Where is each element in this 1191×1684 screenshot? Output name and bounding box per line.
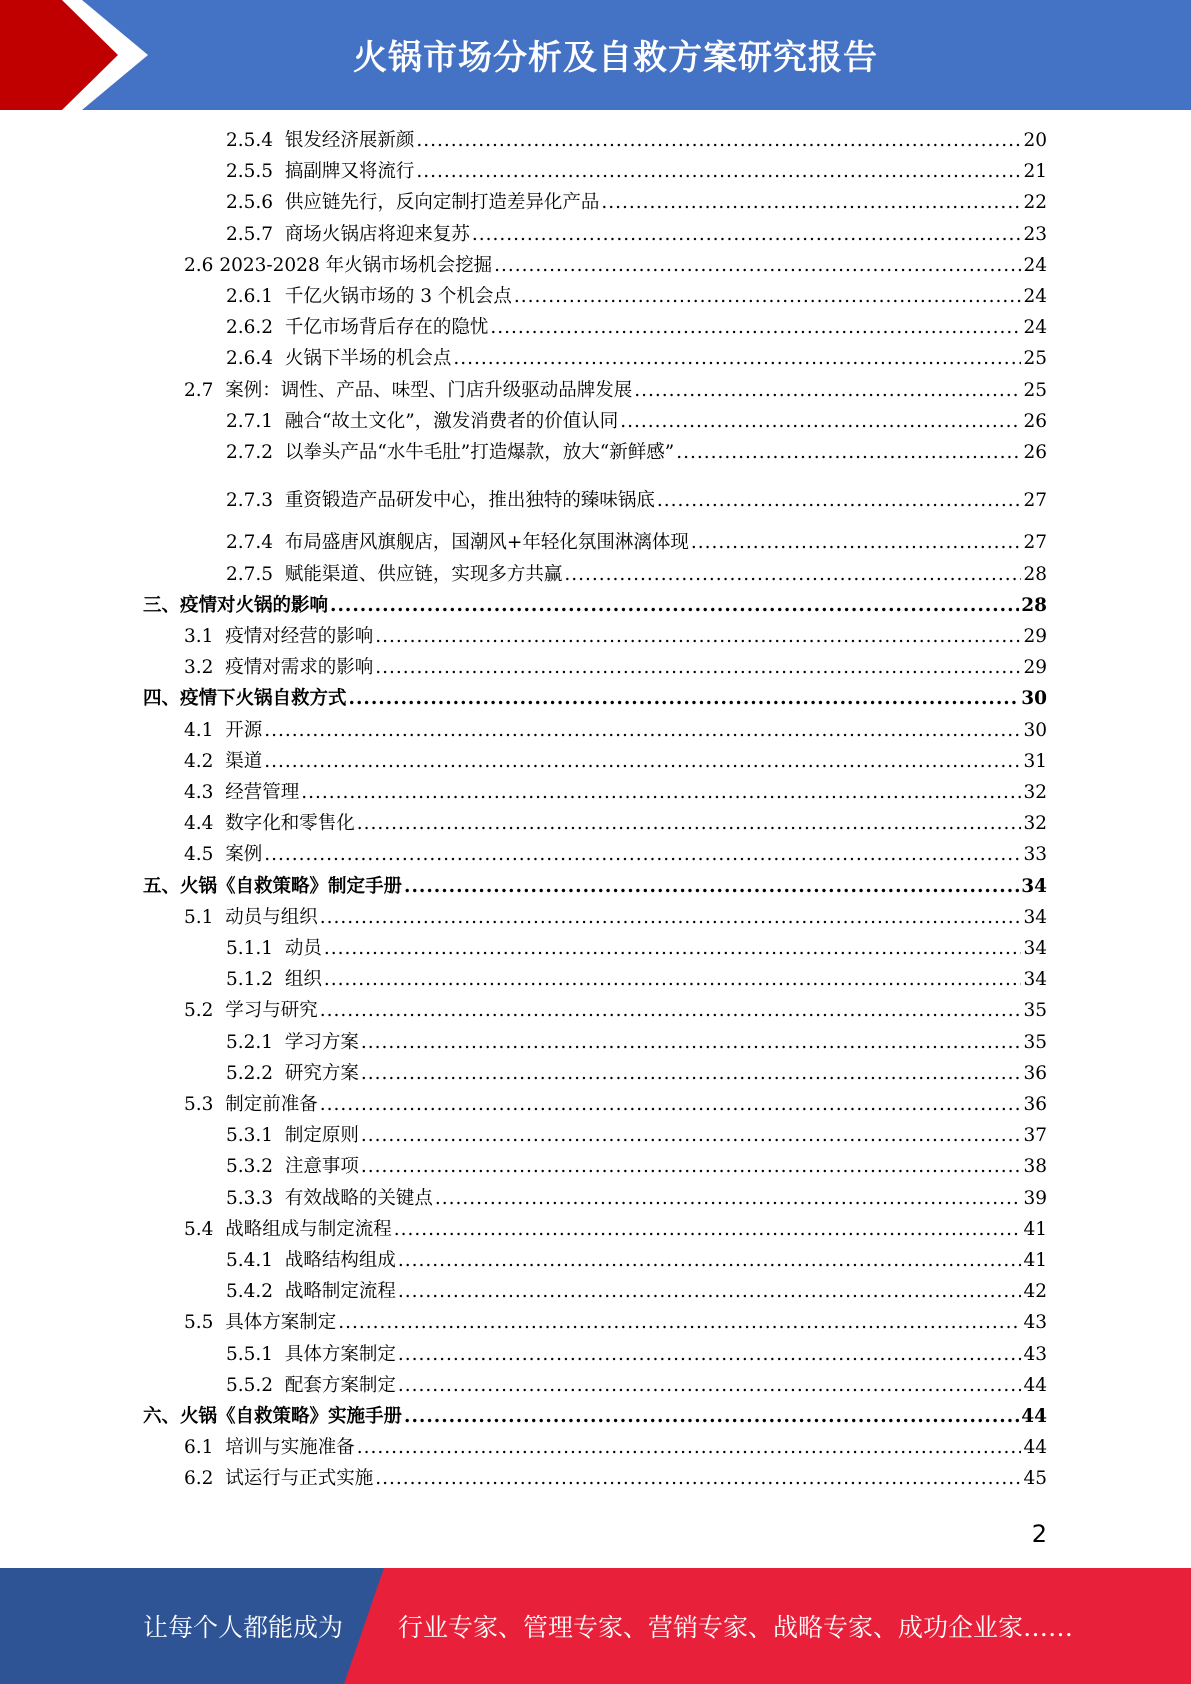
toc-leader-dots bbox=[601, 191, 1021, 215]
toc-entry-page: 26 bbox=[1023, 442, 1047, 463]
toc-entry-title: 具体方案制定 bbox=[225, 1312, 337, 1334]
toc-entry[interactable] bbox=[226, 1249, 1047, 1273]
toc-entry-page: 30 bbox=[1021, 688, 1047, 710]
toc-entry[interactable] bbox=[143, 1405, 1047, 1429]
toc-entry[interactable] bbox=[143, 687, 1047, 711]
toc-entry-page: 34 bbox=[1023, 969, 1047, 991]
toc-entry-number: 2.5.7 bbox=[226, 223, 285, 245]
toc-entry[interactable] bbox=[184, 625, 1047, 649]
toc-entry-title: 配套方案制定 bbox=[284, 1374, 396, 1396]
toc-leader-dots bbox=[404, 875, 1019, 899]
toc-entry[interactable] bbox=[143, 594, 1047, 618]
toc-entry-number: 4.4 bbox=[184, 813, 226, 835]
toc-entry[interactable] bbox=[226, 1031, 1047, 1055]
toc-entry-number: 5.3.1 bbox=[226, 1125, 285, 1147]
toc-entry-number: 5.1.2 bbox=[226, 969, 285, 991]
toc-entry-page: 27 bbox=[1023, 532, 1047, 554]
report-title: 火锅市场分析及自救方案研究报告 bbox=[353, 38, 878, 78]
toc-entry-title: 千亿市场背后存在的隐忧 bbox=[284, 317, 489, 339]
toc-leader-dots bbox=[264, 750, 1021, 774]
toc-entry-page: 21 bbox=[1023, 161, 1047, 183]
toc-leader-dots bbox=[691, 531, 1022, 555]
toc-entry-title: 供应链先行，反向定制打造差异化产品 bbox=[284, 192, 600, 214]
toc-entry-page: 27 bbox=[1023, 490, 1047, 512]
toc-leader-dots bbox=[349, 687, 1020, 711]
toc-leader-dots bbox=[564, 563, 1021, 587]
toc-entry-title: 疫情对经营的影响 bbox=[225, 626, 374, 647]
toc-entry-number: 2.7.4 bbox=[226, 532, 285, 554]
toc-entry[interactable] bbox=[226, 1155, 1047, 1179]
toc-entry-page: 28 bbox=[1021, 594, 1047, 616]
toc-entry-title: 有效战略的关键点 bbox=[284, 1187, 433, 1209]
toc-entry-number: 2.5.5 bbox=[226, 161, 285, 183]
toc-leader-dots bbox=[338, 1311, 1021, 1335]
toc-entry-title: 案例：调性、产品、味型、门店升级驱动品牌发展 bbox=[225, 379, 633, 401]
toc-entry-page: 30 bbox=[1023, 719, 1047, 741]
toc-entry-page: 29 bbox=[1023, 626, 1047, 647]
toc-entry-title: 开源 bbox=[225, 719, 263, 741]
toc-entry-title: 以拳头产品“水牛毛肚”打造爆款，放大“新鲜感” bbox=[284, 442, 675, 463]
toc-entry[interactable] bbox=[184, 254, 1047, 278]
toc-entry[interactable] bbox=[184, 1436, 1047, 1460]
toc-leader-dots bbox=[264, 843, 1021, 867]
toc-entry-title: 研究方案 bbox=[284, 1062, 359, 1084]
toc-entry[interactable] bbox=[226, 937, 1047, 961]
toc-entry-title: 商场火锅店将迎来复苏 bbox=[284, 223, 470, 245]
toc-entry-title: 战略组成与制定流程 bbox=[225, 1218, 392, 1240]
toc-entry[interactable] bbox=[226, 1374, 1047, 1398]
page-footer bbox=[0, 1568, 1191, 1684]
toc-leader-dots bbox=[620, 410, 1021, 434]
toc-entry-page: 36 bbox=[1023, 1062, 1047, 1084]
toc-entry-number: 5.2.2 bbox=[226, 1062, 285, 1084]
toc-entry-page: 41 bbox=[1023, 1250, 1047, 1271]
toc-entry-number: 2.7 bbox=[184, 379, 226, 401]
toc-entry[interactable] bbox=[226, 441, 1047, 465]
toc-entry-page: 24 bbox=[1023, 317, 1047, 339]
toc-leader-dots bbox=[404, 1405, 1019, 1429]
toc-entry-page: 36 bbox=[1023, 1094, 1047, 1115]
toc-entry-title: 动员 bbox=[284, 938, 322, 959]
toc-entry-title: 布局盛唐风旗舰店，国潮风+年轻化氛围淋漓体现 bbox=[284, 532, 689, 554]
toc-entry-number: 2.6.2 bbox=[226, 317, 285, 339]
toc-entry-page: 45 bbox=[1023, 1468, 1047, 1490]
toc-entry-title: 渠道 bbox=[225, 750, 263, 772]
toc-entry[interactable] bbox=[226, 1280, 1047, 1304]
toc-entry-number: 2.7.5 bbox=[226, 563, 285, 585]
toc-entry-title: 战略制定流程 bbox=[284, 1281, 396, 1303]
toc-leader-dots bbox=[324, 968, 1022, 992]
toc-entry-title: 火锅下半场的机会点 bbox=[284, 348, 452, 370]
toc-entry-page: 34 bbox=[1023, 938, 1047, 959]
toc-entry[interactable] bbox=[184, 379, 1047, 403]
toc-leader-dots bbox=[453, 347, 1021, 371]
toc-leader-dots bbox=[357, 1436, 1022, 1460]
toc-leader-dots bbox=[375, 656, 1021, 680]
toc-entry-title: 案例 bbox=[225, 844, 263, 866]
toc-leader-dots bbox=[361, 1031, 1022, 1055]
toc-entry[interactable] bbox=[184, 1218, 1047, 1242]
toc-entry-number: 2.5.4 bbox=[226, 130, 285, 151]
toc-leader-dots bbox=[394, 1218, 1022, 1242]
toc-entry-number: 5.3 bbox=[184, 1094, 226, 1115]
toc-entry-title: 六、火锅《自救策略》实施手册 bbox=[143, 1406, 403, 1427]
toc-entry[interactable] bbox=[226, 129, 1047, 153]
toc-entry-number: 5.3.3 bbox=[226, 1187, 285, 1209]
toc-entry-number: 4.5 bbox=[184, 844, 226, 866]
toc-entry-title: 银发经济展新颜 bbox=[284, 130, 415, 151]
toc-entry-title: 2023-2028 年火锅市场机会挖掘 bbox=[219, 254, 493, 276]
toc-entry-number: 5.2.1 bbox=[226, 1031, 285, 1053]
toc-entry-number: 5.3.2 bbox=[226, 1156, 285, 1178]
toc-entry[interactable] bbox=[226, 410, 1047, 434]
toc-leader-dots bbox=[361, 1155, 1022, 1179]
toc-leader-dots bbox=[634, 379, 1021, 403]
toc-entry[interactable] bbox=[184, 1311, 1047, 1335]
toc-entry-title: 学习与研究 bbox=[225, 1000, 318, 1022]
toc-entry-number: 5.1.1 bbox=[226, 938, 285, 959]
toc-entry-title: 赋能渠道、供应链，实现多方共赢 bbox=[284, 563, 563, 585]
toc-entry-page: 44 bbox=[1021, 1406, 1047, 1427]
toc-entry-page: 20 bbox=[1023, 130, 1047, 151]
toc-entry-title: 制定前准备 bbox=[225, 1094, 318, 1115]
toc-entry-page: 23 bbox=[1023, 223, 1047, 245]
toc-leader-dots bbox=[375, 1467, 1021, 1491]
toc-entry-page: 34 bbox=[1023, 906, 1047, 928]
toc-entry-title: 动员与组织 bbox=[225, 906, 318, 928]
toc-entry-page: 34 bbox=[1021, 875, 1047, 897]
toc-entry-number: 5.5 bbox=[184, 1312, 226, 1334]
toc-entry[interactable] bbox=[184, 656, 1047, 680]
toc-entry-number: 2.6.1 bbox=[226, 286, 285, 307]
toc-entry-page: 32 bbox=[1023, 813, 1047, 835]
toc-entry-title: 数字化和零售化 bbox=[225, 813, 355, 835]
toc-entry-page: 29 bbox=[1023, 657, 1047, 679]
toc-entry[interactable] bbox=[226, 563, 1047, 587]
toc-entry-number: 5.5.1 bbox=[226, 1343, 285, 1365]
toc-entry-page: 24 bbox=[1023, 254, 1047, 276]
toc-entry-title: 制定原则 bbox=[284, 1125, 359, 1147]
toc-entry-page: 31 bbox=[1023, 750, 1047, 772]
toc-entry-number: 2.5.6 bbox=[226, 192, 285, 214]
toc-entry-number: 3.2 bbox=[184, 657, 226, 679]
toc-entry[interactable] bbox=[184, 1093, 1047, 1117]
toc-leader-dots bbox=[375, 625, 1021, 649]
toc-entry-page: 26 bbox=[1023, 410, 1047, 432]
toc-leader-dots bbox=[416, 160, 1021, 184]
toc-entry-title: 战略结构组成 bbox=[284, 1250, 396, 1271]
toc-entry-page: 28 bbox=[1023, 563, 1047, 585]
toc-leader-dots bbox=[320, 1093, 1022, 1117]
toc-entry-page: 35 bbox=[1023, 1000, 1047, 1022]
toc-entry-title: 疫情对需求的影响 bbox=[225, 657, 374, 679]
toc-entry[interactable] bbox=[143, 875, 1047, 899]
toc-entry-number: 2.7.1 bbox=[226, 410, 285, 432]
toc-leader-dots bbox=[490, 316, 1021, 340]
toc-leader-dots bbox=[398, 1343, 1022, 1367]
toc-leader-dots bbox=[361, 1124, 1022, 1148]
toc-leader-dots bbox=[361, 1062, 1022, 1086]
toc-entry-number: 2.7.3 bbox=[226, 490, 285, 512]
toc-entry-title: 五、火锅《自救策略》制定手册 bbox=[143, 875, 403, 897]
toc-entry-page: 25 bbox=[1023, 379, 1047, 401]
toc-entry[interactable] bbox=[226, 160, 1047, 184]
toc-entry[interactable] bbox=[226, 1187, 1047, 1211]
toc-entry-title: 四、疫情下火锅自救方式 bbox=[143, 688, 347, 710]
toc-entry[interactable] bbox=[226, 489, 1047, 513]
toc-entry-title: 注意事项 bbox=[284, 1156, 359, 1178]
toc-entry-title: 融合“故土文化”，激发消费者的价值认同 bbox=[284, 410, 619, 432]
toc-leader-dots bbox=[657, 489, 1022, 513]
toc-entry-page: 33 bbox=[1023, 844, 1047, 866]
toc-leader-dots bbox=[676, 441, 1021, 465]
toc-leader-dots bbox=[320, 999, 1022, 1023]
footer-slogan-right: 行业专家、管理专家、营销专家、战略专家、成功企业家…… bbox=[398, 1613, 1074, 1642]
toc-entry-number: 4.2 bbox=[184, 750, 226, 772]
toc-entry-number: 5.4.2 bbox=[226, 1281, 285, 1303]
toc-entry-page: 41 bbox=[1023, 1218, 1047, 1240]
toc-leader-dots bbox=[398, 1280, 1022, 1304]
toc-entry-number: 6.2 bbox=[184, 1468, 226, 1490]
toc-entry-number: 5.1 bbox=[184, 906, 226, 928]
toc-entry-title: 培训与实施准备 bbox=[225, 1437, 355, 1459]
toc-entry[interactable] bbox=[184, 750, 1047, 774]
toc-entry-title: 学习方案 bbox=[284, 1031, 359, 1053]
toc-entry-page: 22 bbox=[1023, 192, 1047, 214]
toc-entry[interactable] bbox=[184, 1467, 1047, 1491]
toc-entry[interactable] bbox=[184, 843, 1047, 867]
toc-entry-page: 44 bbox=[1023, 1437, 1047, 1459]
toc-leader-dots bbox=[324, 937, 1022, 961]
toc-entry-title: 经营管理 bbox=[225, 782, 300, 803]
toc-entry-page: 42 bbox=[1023, 1281, 1047, 1303]
toc-entry-number: 5.2 bbox=[184, 1000, 226, 1022]
toc-entry[interactable] bbox=[226, 1343, 1047, 1367]
toc-entry-title: 重资锻造产品研发中心，推出独特的臻味锅底 bbox=[284, 490, 655, 512]
toc-entry[interactable] bbox=[226, 347, 1047, 371]
toc-leader-dots bbox=[301, 781, 1021, 805]
toc-entry-page: 43 bbox=[1023, 1343, 1047, 1365]
toc-entry-page: 32 bbox=[1023, 782, 1047, 803]
page-header bbox=[0, 0, 1191, 110]
toc-entry[interactable] bbox=[226, 531, 1047, 555]
toc-entry[interactable] bbox=[184, 999, 1047, 1023]
toc-leader-dots bbox=[514, 285, 1022, 309]
toc-entry-page: 38 bbox=[1023, 1156, 1047, 1178]
toc-entry[interactable] bbox=[226, 1124, 1047, 1148]
toc-entry[interactable] bbox=[226, 223, 1047, 247]
toc-entry-title: 具体方案制定 bbox=[284, 1343, 396, 1365]
toc-leader-dots bbox=[398, 1249, 1022, 1273]
toc-entry-number: 5.5.2 bbox=[226, 1374, 285, 1396]
toc-entry-title: 试运行与正式实施 bbox=[225, 1468, 374, 1490]
toc-entry-title: 搞副牌又将流行 bbox=[284, 161, 415, 183]
toc-leader-dots bbox=[472, 223, 1022, 247]
toc-entry-number: 4.1 bbox=[184, 719, 226, 741]
toc-entry-page: 39 bbox=[1023, 1187, 1047, 1209]
toc-entry[interactable] bbox=[226, 285, 1047, 309]
toc-entry-number: 4.3 bbox=[184, 782, 226, 803]
toc-entry-page: 37 bbox=[1023, 1125, 1047, 1147]
toc-entry-number: 5.4 bbox=[184, 1218, 226, 1240]
toc-entry[interactable] bbox=[184, 719, 1047, 743]
toc-entry-number: 2.6.4 bbox=[226, 348, 285, 370]
toc-leader-dots bbox=[357, 812, 1022, 836]
toc-leader-dots bbox=[398, 1374, 1022, 1398]
toc-entry-page: 43 bbox=[1023, 1312, 1047, 1334]
toc-leader-dots bbox=[330, 594, 1019, 618]
toc-entry-page: 44 bbox=[1023, 1374, 1047, 1396]
toc-leader-dots bbox=[435, 1187, 1022, 1211]
toc-entry-title: 三、疫情对火锅的影响 bbox=[143, 594, 329, 616]
toc-leader-dots bbox=[416, 129, 1021, 153]
toc-entry-number: 2.6 bbox=[184, 254, 220, 276]
toc-entry[interactable] bbox=[226, 316, 1047, 340]
toc-entry-title: 千亿火锅市场的 3 个机会点 bbox=[284, 286, 512, 307]
toc-entry-number: 6.1 bbox=[184, 1437, 226, 1459]
toc-entry-title: 组织 bbox=[284, 969, 322, 991]
footer-slogan-left: 让每个人都能成为 bbox=[143, 1613, 344, 1642]
toc-entry[interactable] bbox=[184, 781, 1047, 805]
page-number: 2 bbox=[1031, 1520, 1047, 1548]
toc-entry[interactable] bbox=[226, 191, 1047, 215]
toc-entry-number: 3.1 bbox=[184, 626, 226, 647]
toc-entry-number: 5.4.1 bbox=[226, 1250, 285, 1271]
toc-entry-page: 35 bbox=[1023, 1031, 1047, 1053]
toc-entry[interactable] bbox=[184, 812, 1047, 836]
toc-entry[interactable] bbox=[226, 1062, 1047, 1086]
toc-entry-page: 25 bbox=[1023, 348, 1047, 370]
toc-entry[interactable] bbox=[226, 968, 1047, 992]
toc-entry-number: 2.7.2 bbox=[226, 442, 285, 463]
toc-entry[interactable] bbox=[184, 906, 1047, 930]
toc-leader-dots bbox=[494, 254, 1021, 278]
toc-leader-dots bbox=[320, 906, 1022, 930]
toc-entry-page: 24 bbox=[1023, 286, 1047, 307]
toc-leader-dots bbox=[264, 719, 1021, 743]
